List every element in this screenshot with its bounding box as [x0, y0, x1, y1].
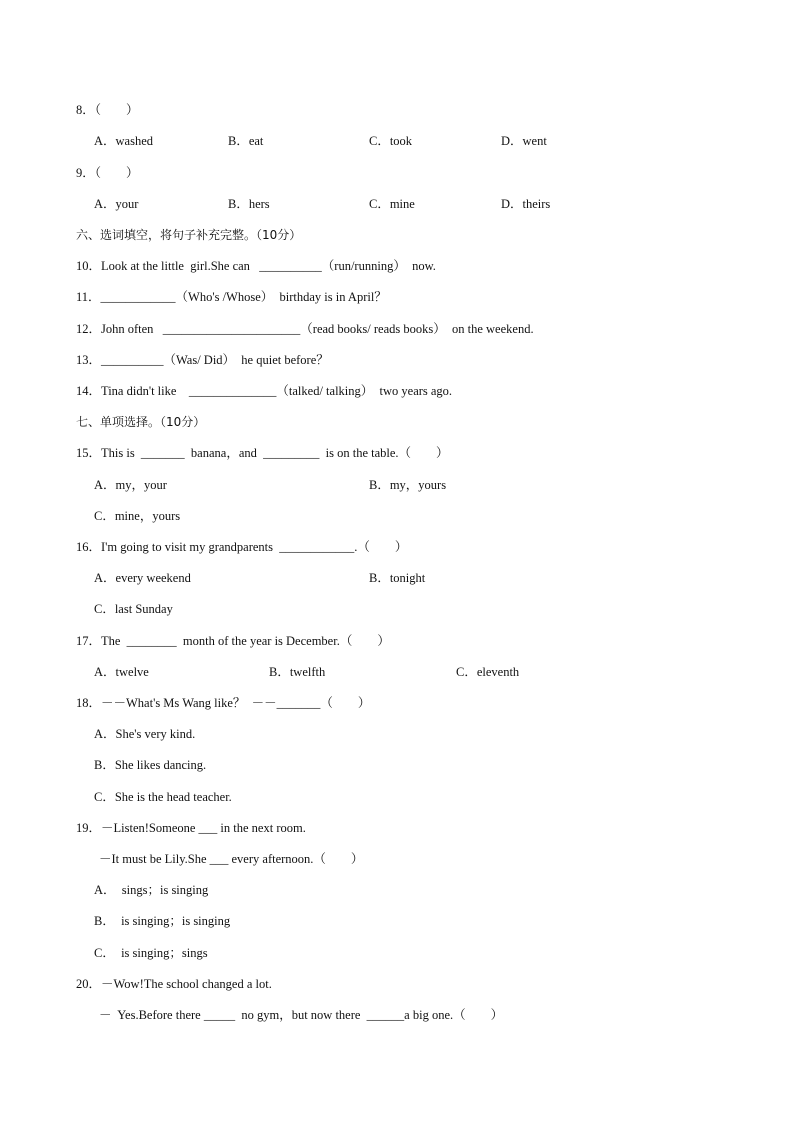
question-16-stem: 16．I'm going to visit my grandparents ____________.（ ）	[76, 540, 408, 554]
question-18-stem: 18．－－What's Ms Wang like？ －－_______（ ）	[76, 696, 371, 710]
question-19-option-b[interactable]: B． is singing；is singing	[94, 914, 231, 928]
question-9-option-a[interactable]: A．your	[94, 197, 139, 211]
question-15-option-b[interactable]: B．my，yours	[369, 478, 447, 492]
section-6-heading: 六、选词填空，将句子补充完整。（10分）	[76, 228, 302, 242]
question-10: 10．Look at the little girl.She can __________（run/running） now.	[76, 259, 436, 273]
question-8-stem: 8．（ ）	[76, 103, 139, 117]
question-20-stem-response: － Yes.Before there _____ no gym，but now there ______a big one.（ ）	[99, 1008, 504, 1022]
question-18-option-b[interactable]: B．She likes dancing.	[94, 758, 207, 772]
question-15-option-c[interactable]: C．mine，yours	[94, 509, 181, 523]
question-19-stem-response: －It must be Lily.She ___ every afternoon.（ ）	[99, 852, 364, 866]
question-9-option-b[interactable]: B．hers	[228, 197, 270, 211]
question-8-option-d[interactable]: D．went	[501, 134, 547, 148]
question-9-option-d[interactable]: D．theirs	[501, 197, 551, 211]
question-16-option-b[interactable]: B．tonight	[369, 571, 426, 585]
question-19-option-a[interactable]: A． sings；is singing	[94, 883, 209, 897]
question-15-option-a[interactable]: A．my，your	[94, 478, 167, 492]
question-17-option-b[interactable]: B．twelfth	[269, 665, 326, 679]
question-18-option-a[interactable]: A．She's very kind.	[94, 727, 196, 741]
question-14: 14．Tina didn't like ______________（talked/ talking） two years ago.	[76, 384, 453, 398]
question-17-stem: 17．The ________ month of the year is December.（ ）	[76, 634, 390, 648]
question-8-option-c[interactable]: C．took	[369, 134, 413, 148]
question-9-stem: 9．（ ）	[76, 166, 139, 180]
question-17-option-a[interactable]: A．twelve	[94, 665, 149, 679]
section-7-heading: 七、单项选择。（10分）	[76, 415, 206, 429]
question-16-option-a[interactable]: A．every weekend	[94, 571, 191, 585]
question-20-stem: 20．－Wow!The school changed a lot.	[76, 977, 272, 991]
question-19-stem: 19．－Listen!Someone ___ in the next room.	[76, 821, 306, 835]
question-15-stem: 15．This is _______ banana，and _________ is on the table.（ ）	[76, 446, 449, 460]
question-8-option-a[interactable]: A．washed	[94, 134, 154, 148]
question-19-option-c[interactable]: C． is singing；sings	[94, 946, 208, 960]
question-8-option-b[interactable]: B．eat	[228, 134, 264, 148]
question-9-option-c[interactable]: C．mine	[369, 197, 415, 211]
question-12: 12．John often ______________________（read books/ reads books） on the weekend.	[76, 322, 534, 336]
question-13: 13．__________（Was/ Did） he quiet before？	[76, 353, 329, 367]
question-11: 11．____________（Who's /Whose） birthday is in April？	[76, 290, 387, 304]
question-16-option-c[interactable]: C．last Sunday	[94, 602, 173, 616]
question-17-option-c[interactable]: C．eleventh	[456, 665, 520, 679]
question-18-option-c[interactable]: C．She is the head teacher.	[94, 790, 232, 804]
